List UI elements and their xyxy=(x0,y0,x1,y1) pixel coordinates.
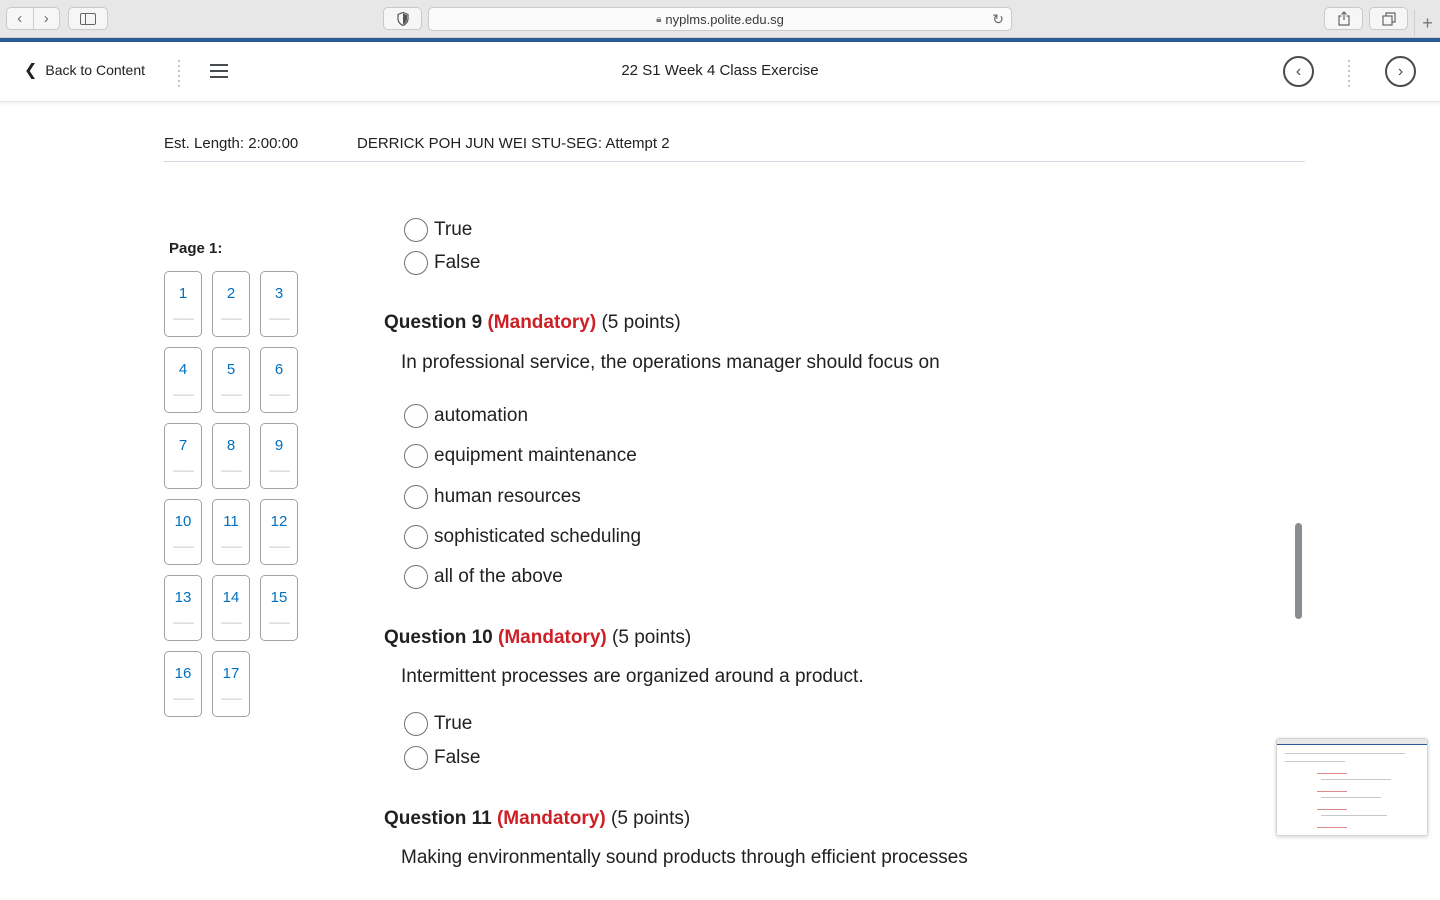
page-title: 22 S1 Week 4 Class Exercise xyxy=(621,62,819,79)
q9-option-2[interactable] xyxy=(404,444,637,468)
question-link-15[interactable]: 15 —— xyxy=(260,575,298,641)
question-link-6[interactable]: 6 —— xyxy=(260,347,298,413)
question-link-10[interactable]: 10 —— xyxy=(164,499,202,565)
radio-button[interactable] xyxy=(404,251,428,275)
points-label: (5 points) xyxy=(611,808,691,829)
question-10-text: Intermittent processes are organized around a product. xyxy=(401,666,864,687)
tab-overview-button[interactable] xyxy=(1369,7,1408,30)
share-icon xyxy=(1338,11,1350,26)
scrollbar[interactable] xyxy=(1295,523,1302,619)
attempt-label: DERRICK POH JUN WEI STU-SEG: Attempt 2 xyxy=(357,135,670,152)
q10-option-false[interactable] xyxy=(404,746,480,770)
option-label: False xyxy=(434,252,481,273)
screenshot-preview-thumbnail[interactable] xyxy=(1276,738,1428,836)
option-label: True xyxy=(434,219,473,240)
sidebar-toggle-button[interactable] xyxy=(68,7,108,30)
mandatory-label: (Mandatory) xyxy=(496,808,606,829)
mandatory-label: (Mandatory) xyxy=(487,312,597,333)
question-11-heading xyxy=(384,808,690,830)
radio-button[interactable] xyxy=(404,565,428,589)
reload-icon[interactable]: ↻ xyxy=(992,11,1004,27)
points-label: (5 points) xyxy=(612,627,692,648)
question-11-text: Making environmentally sound products through efficient processes xyxy=(401,847,968,868)
radio-button[interactable] xyxy=(404,746,428,770)
question-number: Question 10 xyxy=(384,627,493,648)
points-label: (5 points) xyxy=(601,312,681,333)
option-label: automation xyxy=(434,405,529,426)
quiz-nav-header xyxy=(0,42,1440,102)
option-label: all of the above xyxy=(434,566,563,587)
radio-button[interactable] xyxy=(404,525,428,549)
radio-button[interactable] xyxy=(404,485,428,509)
chevron-right-circle-icon: › xyxy=(1397,62,1404,80)
question-link-9[interactable]: 9 —— xyxy=(260,423,298,489)
question-link-17[interactable]: 17 —— xyxy=(212,651,250,717)
previous-topic-button[interactable] xyxy=(1283,56,1314,87)
url-text: nyplms.polite.edu.sg xyxy=(665,11,784,27)
question-link-13[interactable]: 13 —— xyxy=(164,575,202,641)
back-to-content-label: Back to Content xyxy=(45,62,146,78)
chevron-left-icon[interactable]: ‹ xyxy=(7,8,34,29)
chevron-left-circle-icon: ‹ xyxy=(1295,62,1302,80)
chevron-right-icon[interactable]: › xyxy=(43,10,49,27)
lock-icon: 🔒︎ xyxy=(656,13,662,25)
q9-option-3[interactable] xyxy=(404,485,581,509)
tabs-overview-icon xyxy=(1382,12,1396,26)
new-tab-button[interactable]: + xyxy=(1414,10,1440,36)
quiz-info-bar xyxy=(164,135,1305,162)
question-9-heading xyxy=(384,312,681,334)
q10-option-true[interactable] xyxy=(404,712,472,736)
option-label: equipment maintenance xyxy=(434,445,637,466)
option-label: sophisticated scheduling xyxy=(434,526,642,547)
estimated-length: Est. Length: 2:00:00 xyxy=(164,135,299,152)
q9-option-1[interactable] xyxy=(404,404,528,428)
sidebar-icon xyxy=(80,13,96,25)
question-link-1[interactable]: 1 —— xyxy=(164,271,202,337)
next-topic-button[interactable] xyxy=(1385,56,1416,87)
question-10-heading xyxy=(384,627,691,649)
q8-option-false[interactable] xyxy=(404,251,480,275)
question-link-8[interactable]: 8 —— xyxy=(212,423,250,489)
vertical-divider-dots xyxy=(178,60,182,87)
browser-toolbar xyxy=(0,0,1440,38)
question-link-2[interactable]: 2 —— xyxy=(212,271,250,337)
question-link-16[interactable]: 16 —— xyxy=(164,651,202,717)
question-link-3[interactable]: 3 —— xyxy=(260,271,298,337)
radio-button[interactable] xyxy=(404,404,428,428)
question-link-14[interactable]: 14 —— xyxy=(212,575,250,641)
chevron-left-icon: ❮ xyxy=(24,62,38,79)
question-link-11[interactable]: 11 —— xyxy=(212,499,250,565)
radio-button[interactable] xyxy=(404,444,428,468)
radio-button[interactable] xyxy=(404,712,428,736)
option-label: True xyxy=(434,713,473,734)
question-number: Question 11 xyxy=(384,808,492,829)
question-9-text: In professional service, the operations manager should focus on xyxy=(401,352,940,373)
q9-option-4[interactable] xyxy=(404,525,641,549)
question-scroll-area xyxy=(380,216,1280,900)
shield-icon xyxy=(397,12,409,26)
menu-icon[interactable] xyxy=(210,64,228,78)
question-number: Question 9 xyxy=(384,312,483,333)
page-label: Page 1: xyxy=(169,240,223,257)
address-bar[interactable] xyxy=(428,7,1012,31)
share-button[interactable] xyxy=(1324,7,1363,30)
back-to-content-link[interactable] xyxy=(24,60,145,80)
privacy-report-button[interactable] xyxy=(383,7,422,30)
question-link-4[interactable]: 4 —— xyxy=(164,347,202,413)
vertical-divider-dots xyxy=(1348,60,1352,87)
option-label: False xyxy=(434,747,481,768)
question-link-5[interactable]: 5 —— xyxy=(212,347,250,413)
radio-button[interactable] xyxy=(404,218,428,242)
mandatory-label: (Mandatory) xyxy=(498,627,607,648)
q8-option-true[interactable] xyxy=(404,218,472,242)
question-link-12[interactable]: 12 —— xyxy=(260,499,298,565)
q9-option-5[interactable] xyxy=(404,565,563,589)
question-link-7[interactable]: 7 —— xyxy=(164,423,202,489)
browser-nav-buttons xyxy=(6,7,60,30)
option-label: human resources xyxy=(434,486,581,507)
